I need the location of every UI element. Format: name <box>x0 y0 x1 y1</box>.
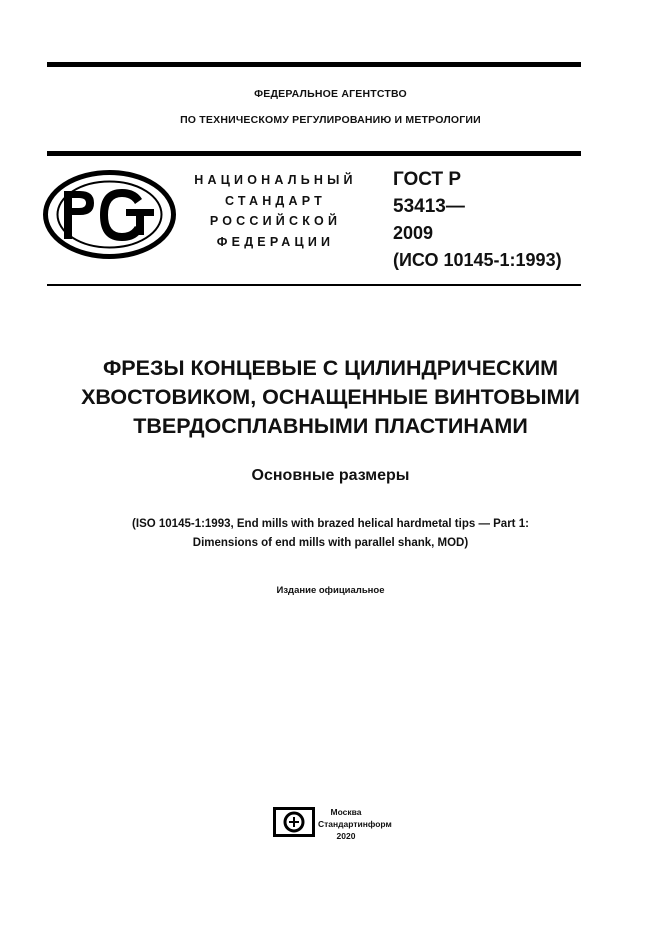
gost-designation <box>393 166 562 274</box>
publisher-year: 2020 <box>336 831 356 841</box>
document-subtitle: Основные размеры <box>251 467 410 484</box>
header-rule <box>47 151 581 156</box>
block-bottom-rule <box>47 284 581 286</box>
iso-reference-line-2: Dimensions of end mills with parallel shank, MOD) <box>192 537 469 549</box>
national-line-1: НАЦИОНАЛЬНЫЙ <box>194 173 357 187</box>
top-rule <box>47 62 581 67</box>
agency-line-2: ПО ТЕХНИЧЕСКОМУ РЕГУЛИРОВАНИЮ И МЕТРОЛОГИИ <box>180 114 481 126</box>
national-line-4: ФЕДЕРАЦИИ <box>216 234 335 249</box>
gost-line-3: 2009 <box>393 223 434 243</box>
title-line-3: ТВЕРДОСПЛАВНЫМИ ПЛАСТИНАМИ <box>133 414 528 438</box>
national-line-3: РОССИЙСКОЙ <box>209 214 342 228</box>
standartinform-logo-icon <box>273 807 315 837</box>
gost-line-1: ГОСТ Р <box>393 169 462 190</box>
publisher-city: Москва <box>330 807 362 817</box>
iso-reference-line-1: (ISO 10145-1:1993, End mills with brazed helical hardmetal tips — Part 1: <box>132 518 529 530</box>
iso-reference <box>0 515 661 553</box>
gost-line-2: 53413— <box>393 196 465 217</box>
title-line-1: ФРЕЗЫ КОНЦЕВЫЕ С ЦИЛИНДРИЧЕСКИМ <box>102 356 559 380</box>
rst-certification-mark-icon <box>42 169 177 260</box>
title-line-2: ХВОСТОВИКОМ, ОСНАЩЕННЫЕ ВИНТОВЫМИ <box>81 385 580 409</box>
gost-line-4: (ИСО 10145-1:1993) <box>393 250 562 270</box>
document-title <box>0 354 661 441</box>
national-standard-block <box>188 170 363 252</box>
publisher-block <box>318 806 392 842</box>
national-line-2: СТАНДАРТ <box>225 193 326 208</box>
agency-line-1: ФЕДЕРАЛЬНОЕ АГЕНТСТВО <box>254 88 407 100</box>
publisher-name: Стандартинформ <box>318 819 392 829</box>
edition-label: Издание официальное <box>276 585 385 596</box>
